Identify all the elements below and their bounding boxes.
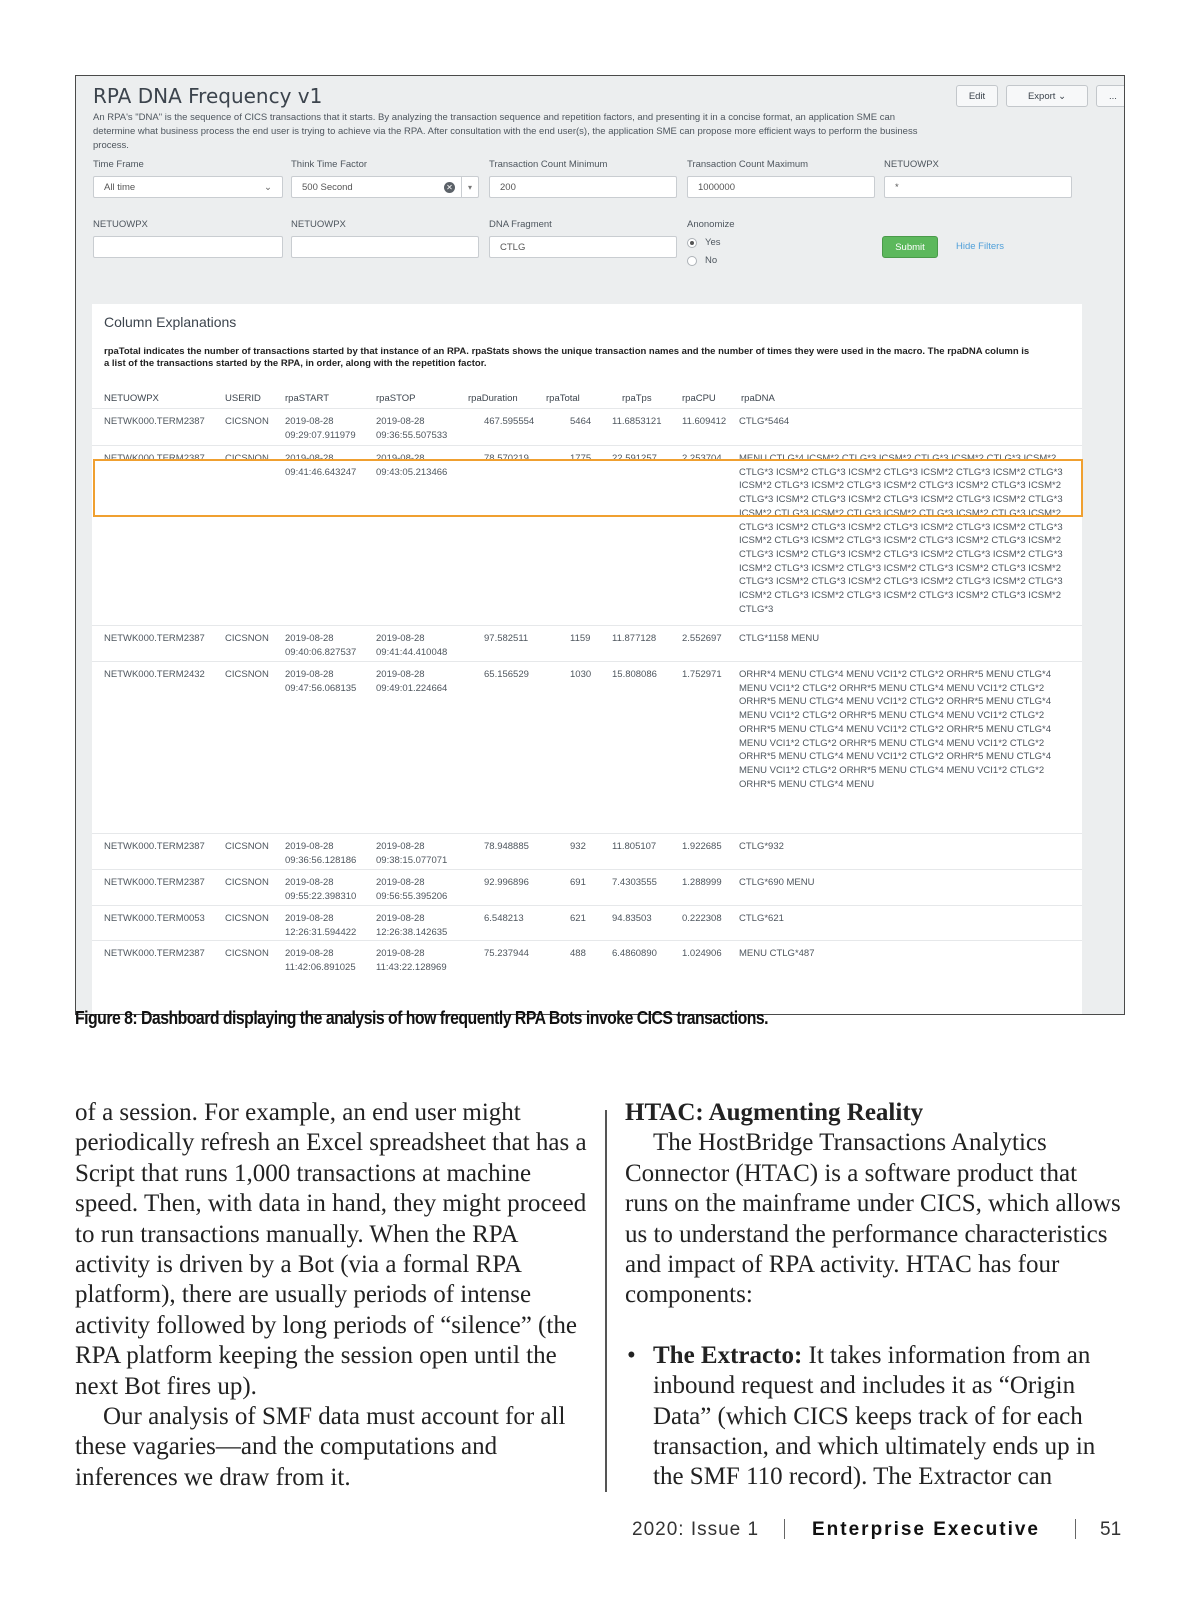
cell-userid: CICSNON [225, 877, 269, 888]
figure-caption: Figure 8: Dashboard displaying the analysis of how frequently RPA Bots invoke CICS transactions. [75, 1008, 769, 1028]
cell-rpatps: 7.4303555 [612, 877, 657, 888]
footer-issue: 2020: Issue 1 [632, 1519, 760, 1540]
header-rpatps[interactable]: rpaTps [622, 393, 652, 404]
table-row[interactable] [92, 905, 1082, 941]
dashboard-description: An RPA's "DNA" is the sequence of CICS transactions that it starts. By analyzing the transaction sequence and repetition factors, and presenting it in a concise format, an application SME can determine what business process the end user is trying to achieve via the RPA. After consultation with the end user(s), the application SME can propose more efficient ways to perform the business process. [93, 112, 918, 151]
cell-rpastop: 2019-08-28 09:41:44.410048 [376, 633, 448, 658]
cell-rpatotal: 1030 [570, 669, 592, 680]
cell-rpadna: ORHR*4 MENU CTLG*4 MENU VCI1*2 CTLG*2 ORHR*5 MENU CTLG*4 MENU VCI1*2 CTLG*2 ORHR*5 MENU CTLG*4 MENU VCI1*2 CTLG*2 ORHR*5 MENU CTLG*4 MENU VCI1*2 CTLG*2 ORHR*5 MENU CTLG*4 MENU VCI1*2 CTLG*2 ORHR*5 MENU CTLG*4 MENU VCI1*2 CTLG*2 ORHR*5 MENU CTLG*4 MENU VCI1*2 CTLG*2 ORHR*5 MENU CTLG*4 MENU VCI1*2 CTLG*2 ORHR*5 MENU CTLG*4 MENU VCI1*2 CTLG*2 ORHR*5 MENU CTLG*4 MENU VCI1*2 CTLG*2 ORHR*5 MENU CTLG*4 MENU VCI1*2 CTLG*2 ORHR*5 MENU CTLG*4 MENU VCI1*2 CTLG*2 ORHR*5 MENU CTLG*4 MENU [739, 669, 1051, 790]
cell-netuowpx: NETWK000.TERM2387 [104, 416, 205, 427]
header-userid[interactable]: USERID [225, 393, 261, 404]
clear-icon[interactable]: ✕ [444, 182, 455, 193]
cell-rpastop: 2019-08-28 09:43:05.213466 [376, 453, 448, 478]
chevron-down-icon: ⌄ [264, 181, 272, 193]
netuowpx-label-2: NETUOWPX [93, 219, 148, 230]
chevron-down-icon: ⌄ [1058, 90, 1067, 102]
footer-page-number: 51 [1100, 1519, 1122, 1540]
table-row[interactable] [92, 833, 1082, 870]
cell-rpatps: 6.4860890 [612, 948, 657, 959]
cell-rpastart: 2019-08-28 09:29:07.911979 [285, 416, 356, 441]
header-rpaduration[interactable]: rpaDuration [468, 393, 518, 404]
left-paragraph-1: of a session. For example, an end user might periodically refresh an Excel spreadsheet that has a Script that runs 1,000 transactions at machine speed. Then, with data in hand, they might proceed to run transactions manually. When the RPA activity is driven by a Bot (via a formal RPA platform), there are usually periods of intense activity followed by long periods of “silence” (the RPA platform keeping the session open until the next Bot fires up). [75, 1099, 587, 1400]
table-row[interactable] [92, 661, 1082, 834]
right-paragraph-1: The HostBridge Transactions Analytics Connector (HTAC) is a software product that runs on the mainframe under CICS, which allows us to understand the performance characteristics and impact of RPA activity. HTAC has four components: [625, 1129, 1121, 1309]
cell-rpaduration: 92.996896 [484, 877, 529, 888]
submit-button[interactable] [882, 236, 938, 258]
article-left-column [75, 1098, 595, 1493]
cell-netuowpx: NETWK000.TERM2387 [104, 877, 205, 888]
cell-rpatps: 94.83503 [612, 913, 652, 924]
bullet-item-extractor [625, 1341, 1125, 1493]
cell-rpastop: 2019-08-28 09:36:55.507533 [376, 416, 448, 441]
cell-userid: CICSNON [225, 453, 269, 464]
submit-label: Submit [895, 241, 925, 253]
cell-rpaduration: 65.156529 [484, 669, 529, 680]
export-label: Export [1027, 90, 1056, 102]
netuowpx-label-3: NETUOWPX [291, 219, 346, 230]
cell-netuowpx: NETWK000.TERM2387 [104, 453, 205, 464]
cell-rpatps: 15.808086 [612, 669, 657, 680]
cell-rpacpu: 1.024906 [682, 948, 722, 959]
cell-rpastop: 2019-08-28 09:49:01.224664 [376, 669, 448, 694]
dna-fragment-value: CTLG [500, 241, 526, 253]
cell-userid: CICSNON [225, 913, 269, 924]
dna-fragment-label: DNA Fragment [489, 219, 552, 230]
cell-rpatotal: 691 [570, 877, 586, 888]
cell-netuowpx: NETWK000.TERM0053 [104, 913, 205, 924]
cell-rpastop: 2019-08-28 12:26:38.142635 [376, 913, 448, 938]
count-max-value: 1000000 [698, 181, 735, 193]
radio-selected-icon [687, 238, 697, 248]
anonomize-no-radio[interactable] [687, 255, 717, 266]
anonomize-yes-label: Yes [705, 237, 721, 248]
cell-rpatotal: 932 [570, 841, 586, 852]
cell-rpastart: 2019-08-28 09:36:56.128186 [285, 841, 357, 866]
table-row[interactable] [92, 940, 1082, 976]
count-max-input[interactable] [687, 176, 875, 198]
cell-rpadna: MENU CTLG*4 ICSM*2 CTLG*3 ICSM*2 CTLG*3 ICSM*2 CTLG*3 ICSM*2 CTLG*3 ICSM*2 CTLG*3 ICSM*2 CTLG*3 ICSM*2 CTLG*3 ICSM*2 CTLG*3 ICSM*2 CTLG*3 ICSM*2 CTLG*3 ICSM*2 CTLG*3 ICSM*2 CTLG*3 ICSM*2 CTLG*3 ICSM*2 CTLG*3 ICSM*2 CTLG*3 ICSM*2 CTLG*3 ICSM*2 CTLG*3 ICSM*2 CTLG*3 ICSM*2 CTLG*3 ICSM*2 CTLG*3 ICSM*2 CTLG*3 ICSM*2 CTLG*3 ICSM*2 CTLG*3 ICSM*2 CTLG*3 ICSM*2 CTLG*3 ICSM*2 CTLG*3 ICSM*2 CTLG*3 ICSM*2 CTLG*3 ICSM*2 CTLG*3 ICSM*2 CTLG*3 ICSM*2 CTLG*3 ICSM*2 CTLG*3 ICSM*2 CTLG*3 ICSM*2 CTLG*3 ICSM*2 CTLG*3 ICSM*2 CTLG*3 ICSM*2 CTLG*3 ICSM*2 CTLG*3 ICSM*2 CTLG*3 ICSM*2 CTLG*3 ICSM*2 CTLG*3 ICSM*2 CTLG*3 ICSM*2 CTLG*3 ICSM*2 CTLG*3 ICSM*2 CTLG*3 ICSM*2 CTLG*3 ICSM*2 CTLG*3 ICSM*2 CTLG*3 ICSM*2 CTLG*3 [739, 453, 1063, 615]
footer-divider [784, 1519, 785, 1539]
netuowpx-input-2[interactable] [93, 236, 283, 258]
cell-rpatps: 11.877128 [612, 633, 657, 644]
cell-rpadna: CTLG*690 MENU [739, 877, 815, 888]
count-max-label: Transaction Count Maximum [687, 159, 809, 170]
cell-rpadna: CTLG*621 [739, 913, 784, 924]
cell-rpatps: 11.805107 [612, 841, 657, 852]
bullet-icon: • [627, 1341, 636, 1369]
cell-rpatotal: 621 [570, 913, 586, 924]
cell-rpatotal: 488 [570, 948, 586, 959]
cell-rpaduration: 6.548213 [484, 913, 524, 924]
anonomize-no-label: No [705, 255, 718, 266]
column-explanations-text: rpaTotal indicates the number of transactions started by that instance of an RPA. rpaStats shows the unique transaction names and the number of times they were used in the macro. The rpaDNA column is a list of the transactions started by the RPA, in order, along with the repetition factor. [104, 346, 1030, 369]
cell-rpastop: 2019-08-28 09:56:55.395206 [376, 877, 448, 902]
article-right-column [625, 1098, 1125, 1493]
netuowpx-label-1: NETUOWPX [884, 159, 939, 170]
export-button[interactable] [1006, 85, 1088, 107]
cell-rpatotal: 1159 [570, 633, 591, 644]
cell-netuowpx: NETWK000.TERM2387 [104, 633, 205, 644]
cell-userid: CICSNON [225, 841, 269, 852]
more-button[interactable] [1096, 85, 1125, 107]
cell-userid: CICSNON [225, 669, 269, 680]
section-heading: HTAC: Augmenting Reality [625, 1099, 924, 1126]
cell-netuowpx: NETWK000.TERM2432 [104, 669, 205, 680]
cell-rpastart: 2019-08-28 11:42:06.891025 [285, 948, 356, 973]
cell-rpacpu: 2.552697 [682, 633, 722, 644]
header-rpatotal[interactable]: rpaTotal [546, 393, 580, 404]
count-min-input[interactable] [489, 176, 677, 198]
cell-rpatotal: 5464 [570, 416, 592, 427]
cell-rpastart: 2019-08-28 09:40:06.827537 [285, 633, 357, 658]
header-rpastop[interactable]: rpaSTOP [376, 393, 416, 404]
netuowpx-input-3[interactable] [291, 236, 479, 258]
chevron-down-icon[interactable]: ▾ [461, 177, 478, 197]
cell-rpacpu: 1.922685 [682, 841, 722, 852]
anonomize-label: Anonomize [687, 219, 735, 230]
anonomize-yes-radio[interactable] [687, 237, 721, 248]
header-netuowpx[interactable]: NETUOWPX [104, 393, 159, 404]
table-row[interactable] [92, 869, 1082, 906]
cell-userid: CICSNON [225, 416, 269, 427]
dashboard-screenshot [75, 75, 1125, 1015]
cell-rpastart: 2019-08-28 12:26:31.594422 [285, 913, 357, 938]
think-time-label: Think Time Factor [291, 159, 368, 170]
table-row[interactable] [92, 445, 1082, 626]
cell-userid: CICSNON [225, 948, 269, 959]
cell-rpacpu: 1.752971 [682, 669, 722, 680]
cell-netuowpx: NETWK000.TERM2387 [104, 841, 205, 852]
edit-button[interactable] [956, 85, 998, 107]
cell-netuowpx: NETWK000.TERM2387 [104, 948, 205, 959]
footer-magazine: Enterprise Executive [812, 1519, 1040, 1540]
header-rpadna[interactable]: rpaDNA [741, 393, 775, 404]
cell-rpadna: CTLG*5464 [739, 416, 790, 427]
cell-rpatps: 11.6853121 [612, 416, 662, 427]
results-panel [92, 304, 1082, 1014]
left-paragraph-2: Our analysis of SMF data must account for all these vagaries—and the computations and inferences we draw from it. [75, 1403, 566, 1491]
cell-rpacpu: 0.222308 [682, 913, 722, 924]
cell-rpaduration: 75.237944 [484, 948, 529, 959]
cell-rpastop: 2019-08-28 11:43:22.128969 [376, 948, 447, 973]
bullet-text: It takes information from an inbound request and includes it as “Origin Data” (which CICS keeps track of for each transaction, and which ultimately ends up in the SMF 110 record). The Extractor can [653, 1341, 1096, 1491]
cell-rpaduration: 78.570219 [484, 453, 529, 464]
hide-filters-link[interactable]: Hide Filters [956, 241, 1005, 252]
page-footer [632, 1517, 1132, 1543]
think-time-value: 500 Second [302, 181, 353, 193]
netuowpx-value-1: * [895, 181, 899, 193]
dashboard-title: RPA DNA Frequency v1 [93, 84, 323, 108]
table-row[interactable] [92, 408, 1082, 446]
count-min-label: Transaction Count Minimum [489, 159, 608, 170]
cell-rpaduration: 467.595554 [484, 416, 535, 427]
footer-divider [1075, 1519, 1076, 1539]
netuowpx-input-1[interactable] [884, 176, 1072, 198]
cell-rpatps: 22.591257 [612, 453, 657, 464]
radio-unselected-icon [687, 256, 697, 266]
more-label: ... [1109, 90, 1117, 102]
column-divider [605, 1110, 607, 1492]
time-frame-value: All time [104, 181, 136, 193]
cell-rpaduration: 97.582511 [484, 633, 529, 644]
cell-rpadna: CTLG*932 [739, 841, 784, 852]
cell-rpacpu: 2.253704 [682, 453, 722, 464]
cell-rpadna: CTLG*1158 MENU [739, 633, 820, 644]
cell-rpacpu: 1.288999 [682, 877, 722, 888]
cell-rpastart: 2019-08-28 09:41:46.643247 [285, 453, 357, 478]
cell-rpastop: 2019-08-28 09:38:15.077071 [376, 841, 448, 866]
bullet-term: The Extracto: [653, 1341, 803, 1369]
cell-rpatotal: 1775 [570, 453, 592, 464]
edit-label: Edit [968, 90, 986, 102]
column-explanations-title: Column Explanations [104, 314, 237, 330]
cell-rpadna: MENU CTLG*487 [739, 948, 815, 959]
cell-rpastart: 2019-08-28 09:55:22.398310 [285, 877, 357, 902]
table-row[interactable] [92, 625, 1082, 662]
header-rpacpu[interactable]: rpaCPU [682, 393, 716, 404]
header-rpastart[interactable]: rpaSTART [285, 393, 329, 404]
cell-userid: CICSNON [225, 633, 269, 644]
cell-rpaduration: 78.948885 [484, 841, 529, 852]
think-time-select[interactable] [291, 176, 479, 198]
time-frame-label: Time Frame [93, 159, 144, 170]
table-header [92, 388, 1082, 408]
time-frame-select[interactable] [93, 176, 283, 198]
cell-rpacpu: 11.609412 [682, 416, 727, 427]
count-min-value: 200 [500, 181, 516, 193]
dna-fragment-input[interactable] [489, 236, 677, 258]
cell-rpastart: 2019-08-28 09:47:56.068135 [285, 669, 357, 694]
